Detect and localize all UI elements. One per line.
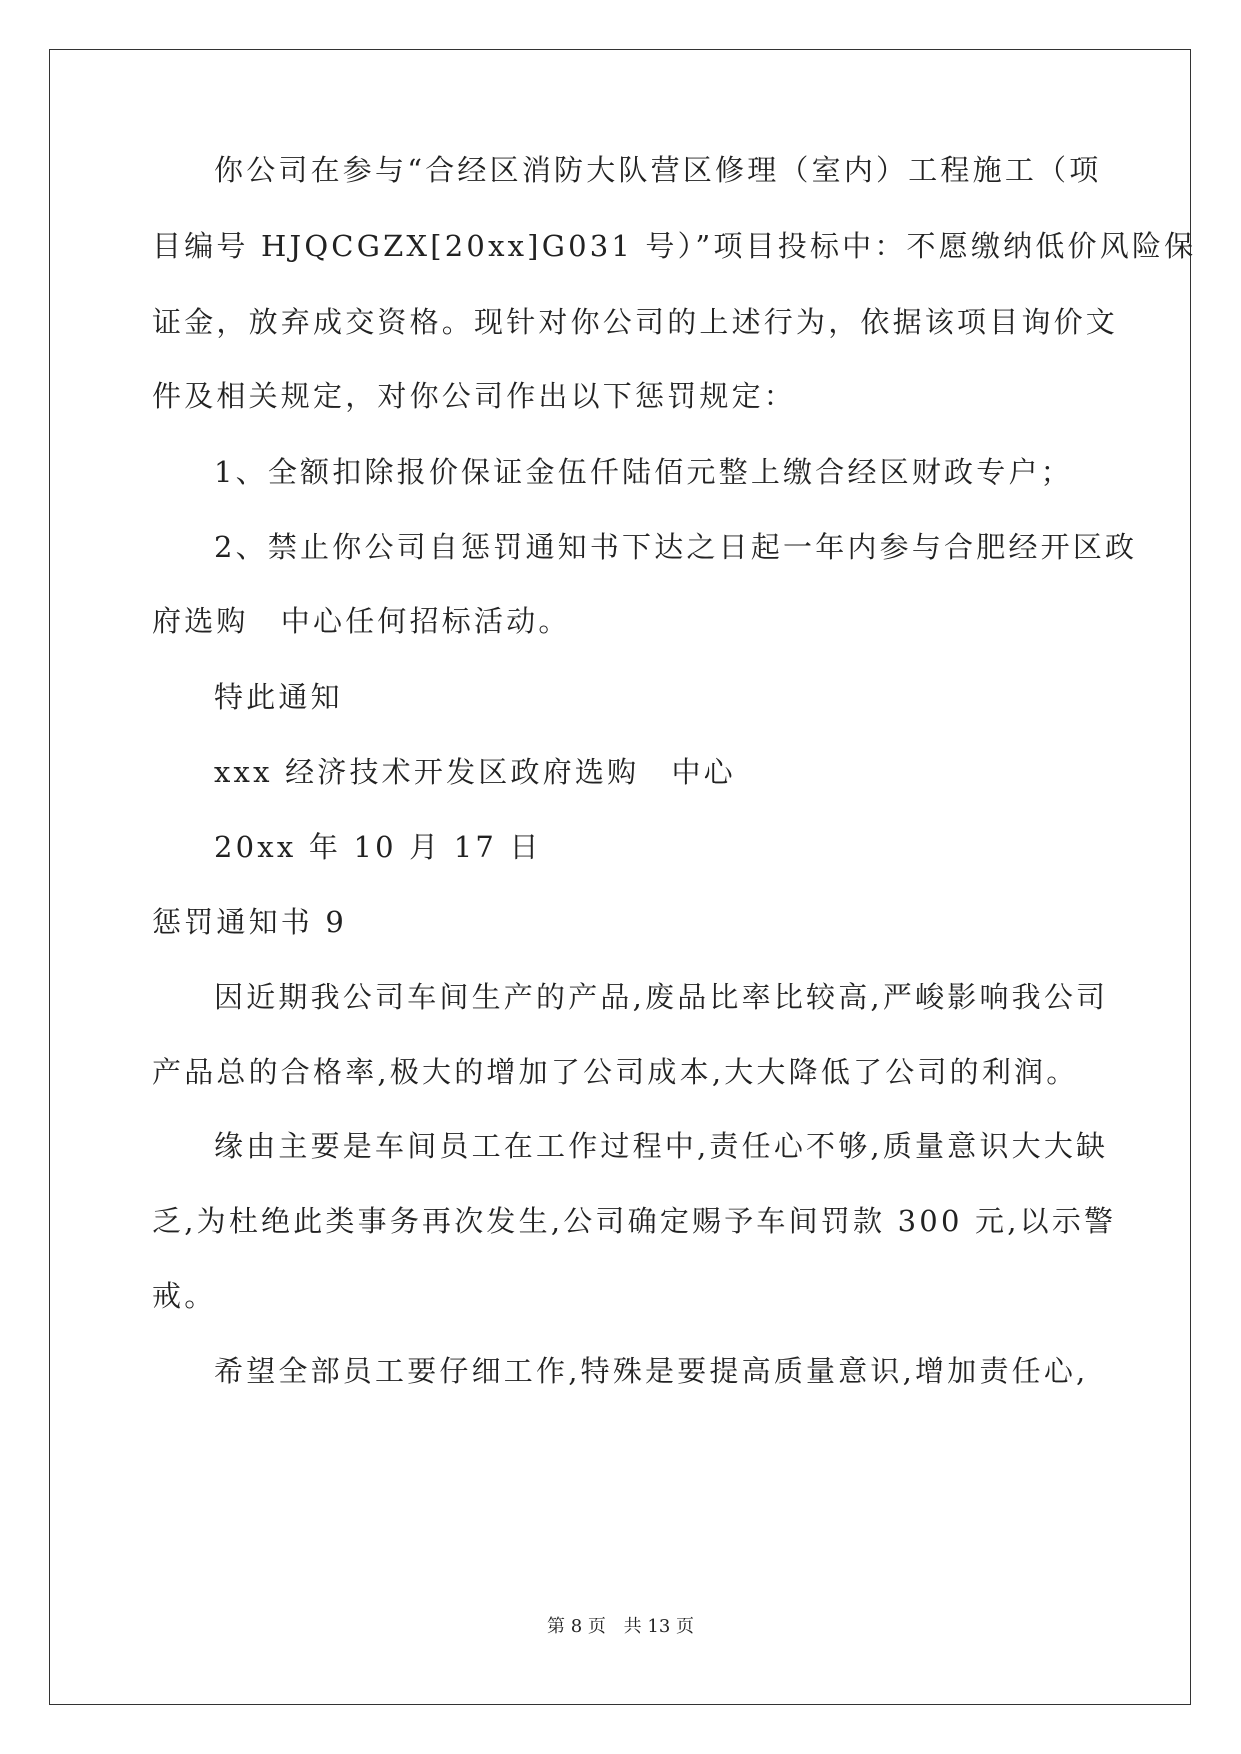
paragraph-line: 因近期我公司车间生产的产品,废品比率比较高,严峻影响我公司: [214, 980, 1109, 1014]
paragraph-line: 目编号 HJQCGZX[20xx]G031 号）”项目投标中：不愿缴纳低价风险保: [152, 229, 1197, 263]
paragraph-line: 戒。: [152, 1279, 217, 1313]
list-item: 1、全额扣除报价保证金伍仟陆佰元整上缴合经区财政专户；: [214, 455, 1073, 489]
section-title: 惩罚通知书 9: [152, 905, 348, 939]
date-line: 20xx 年 10 月 17 日: [214, 830, 542, 864]
paragraph-line: 证金，放弃成交资格。现针对你公司的上述行为，依据该项目询价文: [152, 305, 1119, 339]
page-footer: [0, 1612, 1241, 1638]
paragraph-line: 件及相关规定，对你公司作出以下惩罚规定：: [152, 379, 797, 413]
paragraph-line: 乏,为杜绝此类事务再次发生,公司确定赐予车间罚款 300 元,以示警: [152, 1204, 1117, 1238]
paragraph-line: 你公司在参与“合经区消防大队营区修理（室内）工程施工（项: [214, 153, 1102, 187]
closing-line: 特此通知: [214, 680, 343, 714]
paragraph-line: 缘由主要是车间员工在工作过程中,责任心不够,质量意识大大缺: [214, 1129, 1109, 1163]
page-border: [49, 49, 1191, 1705]
page-total: 共 13 页: [623, 1616, 694, 1637]
paragraph-line: 希望全部员工要仔细工作,特殊是要提高质量意识,增加责任心,: [214, 1354, 1089, 1388]
paragraph-line: 府选购 中心任何招标活动。: [152, 604, 571, 638]
paragraph-line: 产品总的合格率,极大的增加了公司成本,大大降低了公司的利润。: [152, 1055, 1079, 1089]
signature-line: xxx 经济技术开发区政府选购 中心: [214, 755, 736, 789]
list-item: 2、禁止你公司自惩罚通知书下达之日起一年内参与合肥经开区政: [214, 530, 1138, 564]
page-number: 第 8 页: [547, 1616, 606, 1637]
